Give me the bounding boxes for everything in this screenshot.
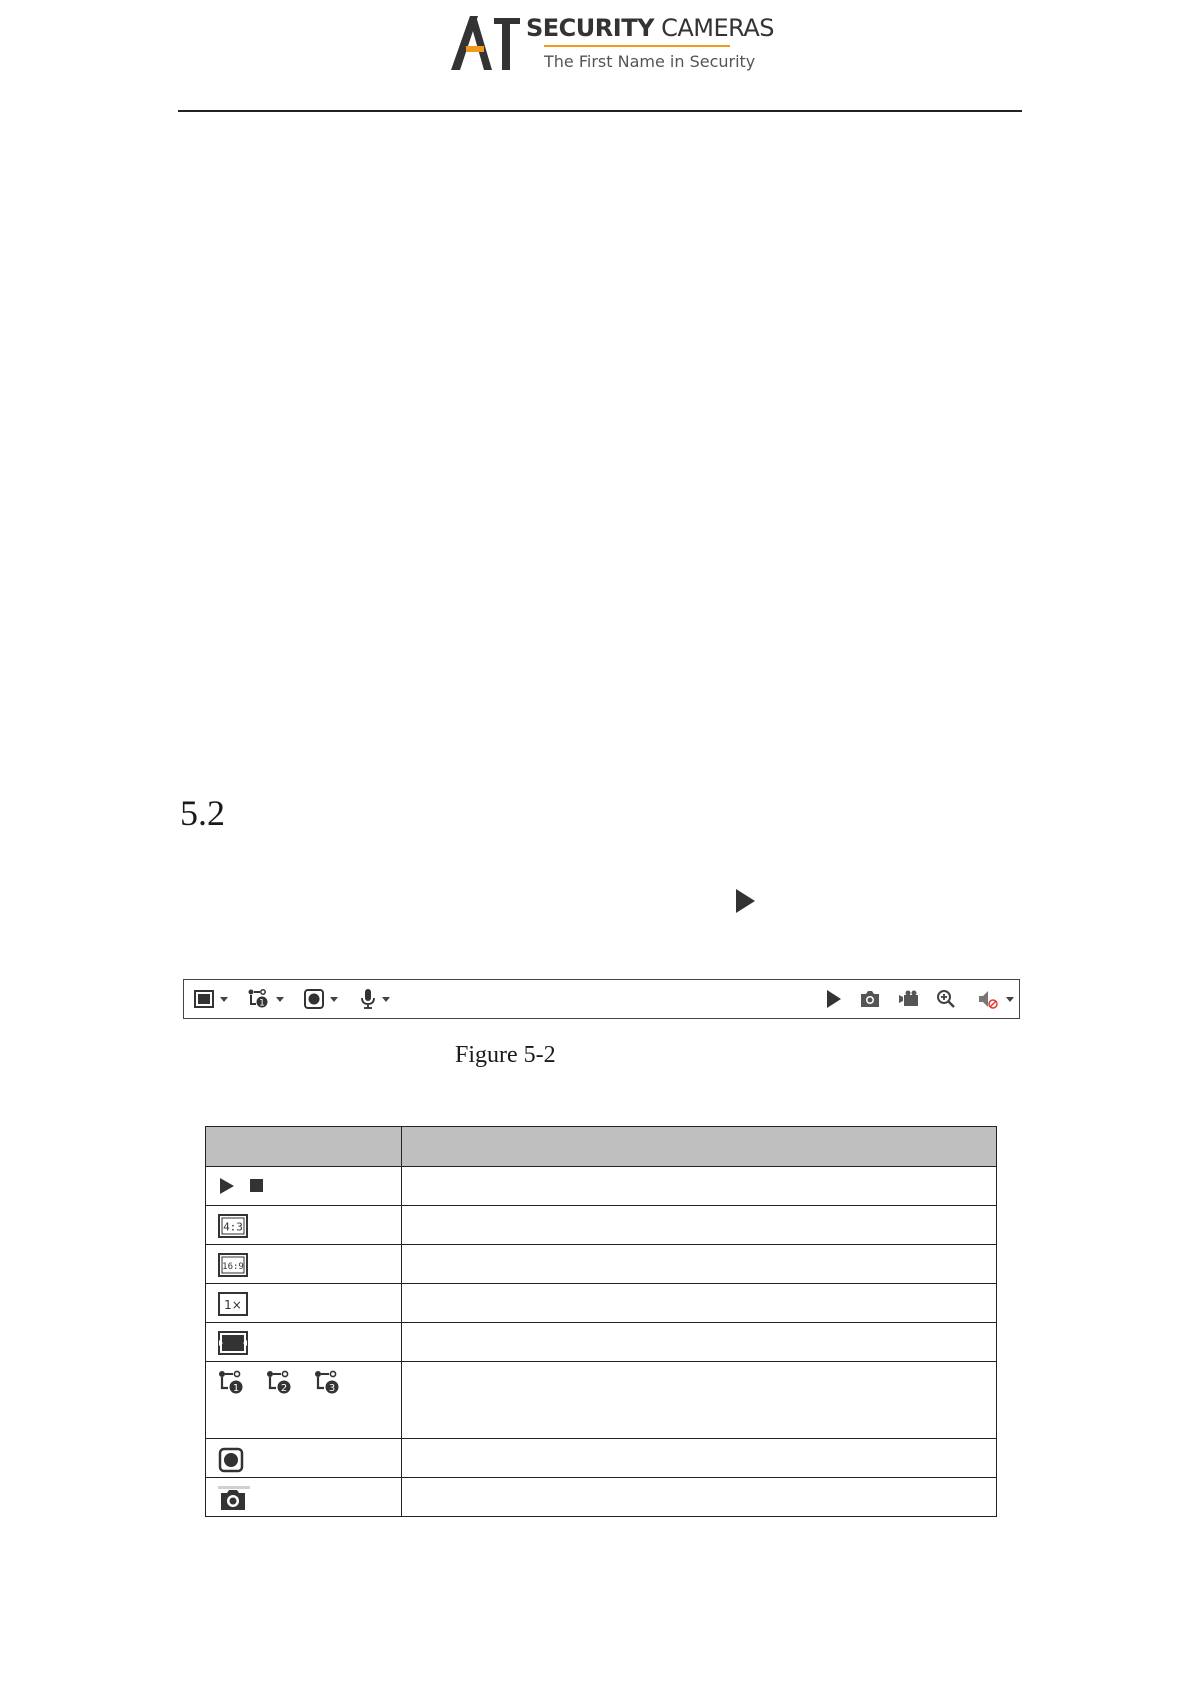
snapshot-icon xyxy=(860,990,880,1008)
chevron-down-icon xyxy=(330,997,338,1002)
aspect-16-9-icon xyxy=(218,1253,248,1277)
svg-text:1: 1 xyxy=(232,1383,240,1394)
svg-text:4:3: 4:3 xyxy=(223,1220,243,1234)
smart-playback-dropdown[interactable] xyxy=(304,988,338,1010)
snapshot-button[interactable] xyxy=(860,988,880,1010)
svg-text:3: 3 xyxy=(328,1383,336,1394)
stream-icons xyxy=(218,1370,348,1396)
stream-3-icon xyxy=(315,1371,339,1394)
record-button[interactable] xyxy=(898,988,920,1010)
table-row xyxy=(206,1362,997,1439)
zoom-icon xyxy=(936,989,956,1009)
table-row xyxy=(206,1284,997,1323)
player-toolbar xyxy=(183,979,1020,1019)
volume-muted-icon xyxy=(978,989,1000,1009)
stream-main-icon xyxy=(248,989,270,1009)
section-number: 5.2 xyxy=(180,793,225,833)
stop-icon xyxy=(250,1179,263,1192)
record-icon xyxy=(898,990,920,1008)
smart-playback-icon xyxy=(218,1447,244,1473)
aspect-4-3-icon xyxy=(218,1214,248,1238)
table-row xyxy=(206,1323,997,1362)
chevron-down-icon xyxy=(1006,997,1014,1002)
brand-name: SECURITY CAMERAS xyxy=(526,14,774,42)
table-row xyxy=(206,1167,997,1206)
table-row xyxy=(206,1206,997,1245)
brand-underline xyxy=(544,45,730,47)
play-stop-icons xyxy=(218,1175,270,1197)
stream-1-icon xyxy=(219,1371,243,1394)
play-icon xyxy=(734,888,756,914)
volume-dropdown[interactable] xyxy=(978,988,1014,1010)
brand-logo xyxy=(448,12,774,74)
svg-text:16:9: 16:9 xyxy=(222,1262,244,1272)
chevron-down-icon xyxy=(220,997,228,1002)
table-row xyxy=(206,1245,997,1284)
snapshot-icon xyxy=(218,1486,250,1512)
svg-text:1: 1 xyxy=(259,998,265,1009)
fit-window-dropdown[interactable] xyxy=(194,988,228,1010)
table-row xyxy=(206,1439,997,1478)
table-header-row xyxy=(206,1127,997,1167)
play-icon xyxy=(826,989,842,1009)
a1-logo-mark-icon xyxy=(448,12,528,74)
play-icon xyxy=(220,1178,234,1194)
microphone-icon xyxy=(360,988,376,1010)
table-header-cell xyxy=(402,1127,997,1167)
fit-window-icon xyxy=(194,990,214,1008)
header-divider xyxy=(178,110,1022,112)
audio-dropdown[interactable] xyxy=(360,988,390,1010)
table-row xyxy=(206,1478,997,1517)
play-button[interactable] xyxy=(826,988,842,1010)
chevron-down-icon xyxy=(276,997,284,1002)
original-size-icon xyxy=(218,1292,248,1316)
stream-2-icon xyxy=(267,1371,291,1394)
figure-caption: Figure 5-2 xyxy=(455,1042,556,1068)
svg-text:2: 2 xyxy=(280,1383,288,1394)
icon-table xyxy=(205,1126,997,1517)
chevron-down-icon xyxy=(382,997,390,1002)
table-header-cell xyxy=(206,1127,402,1167)
svg-text:1×: 1× xyxy=(224,1298,242,1312)
smart-playback-icon xyxy=(304,989,324,1009)
stream-dropdown[interactable] xyxy=(248,988,284,1010)
zoom-button[interactable] xyxy=(936,988,956,1010)
brand-tagline: The First Name in Security xyxy=(544,52,756,71)
fit-window-icon xyxy=(218,1331,248,1355)
